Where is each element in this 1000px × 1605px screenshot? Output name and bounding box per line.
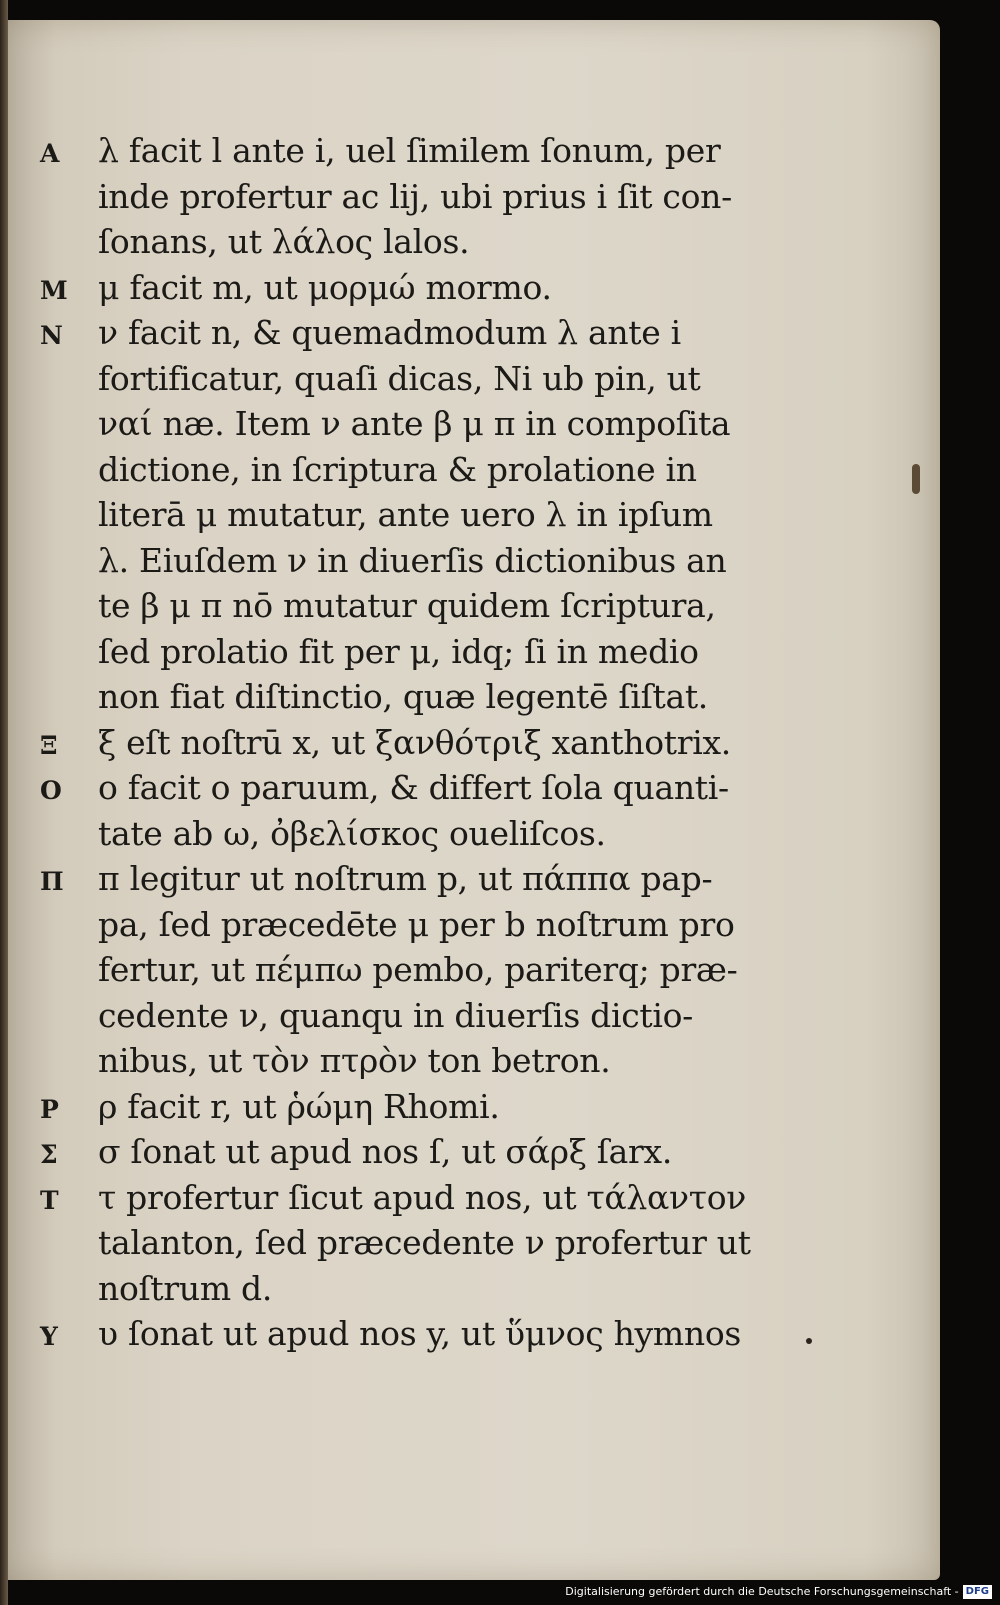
- line-text: μ facit m, ut μορμώ mormo.: [98, 267, 552, 307]
- line-text: nibus, ut τὸν πτρὸν ton betron.: [98, 1041, 611, 1080]
- letter-marker: Υ: [40, 1322, 58, 1351]
- line-text: ο facit o paruum, & differt ſola quanti-: [98, 768, 729, 807]
- entry-first-line: [38, 856, 758, 902]
- entry-line: [38, 492, 758, 538]
- entry: [38, 128, 758, 265]
- entry: [38, 1129, 758, 1175]
- entry: [38, 856, 758, 1084]
- entry: [38, 265, 758, 311]
- line-text: non fiat diſtinctio, quæ legentē ſiſtat.: [98, 677, 708, 716]
- line-text: ſed prolatio fit per μ, idq; ſi in medio: [98, 631, 699, 671]
- entry: [38, 1311, 758, 1357]
- entry-first-line: [38, 1175, 758, 1221]
- letter-marker: Π: [40, 867, 64, 896]
- letter-marker: A: [40, 139, 60, 168]
- entry-first-line: [38, 720, 758, 766]
- digitization-footer: [565, 1583, 992, 1601]
- line-text: talanton, ſed præcedente ν profertur ut: [98, 1223, 751, 1262]
- line-text: ναί næ. Item ν ante β μ π in compoſita: [98, 404, 731, 443]
- line-text: literā μ mutatur, ante uero λ in ipſum: [98, 495, 713, 534]
- entry-line: [38, 902, 758, 948]
- line-text: π legitur ut noſtrum p, ut πάππα pap-: [98, 859, 713, 898]
- entry-first-line: [38, 310, 758, 356]
- entry-line: [38, 674, 758, 720]
- entry-line: [38, 401, 758, 447]
- line-text: ν facit n, & quemadmodum λ ante i: [98, 313, 681, 352]
- entry: [38, 1084, 758, 1130]
- line-text: fertur, ut πέμπω pembo, pariterq; præ-: [98, 950, 738, 989]
- line-text: ſonans, ut λάλος lalos.: [98, 222, 470, 261]
- line-text: λ facit l ante i, uel ſimilem ſonum, per: [98, 131, 721, 170]
- entry-first-line: [38, 265, 758, 311]
- text-block: [38, 128, 758, 1357]
- entry-line: [38, 1038, 758, 1084]
- entry-line: [38, 947, 758, 993]
- line-text: fortificatur, quaſi dicas, Ni ub pin, ut: [98, 358, 701, 398]
- entry: [38, 765, 758, 856]
- line-text: dictione, in ſcriptura & prolatione in: [98, 449, 697, 489]
- line-text: τ profertur ſicut apud nos, ut τάλαντον: [98, 1177, 747, 1217]
- entry: [38, 310, 758, 720]
- letter-marker: N: [40, 321, 63, 350]
- letter-marker: Σ: [40, 1140, 58, 1169]
- entry-first-line: [38, 765, 758, 811]
- line-text: σ ſonat ut apud nos ſ, ut σάρξ ſarx.: [98, 1132, 673, 1171]
- entry-line: [38, 356, 758, 402]
- footer-credit: Digitalisierung gefördert durch die Deutsche Forschungsgemeinschaft -: [565, 1585, 959, 1598]
- page-blemish: [912, 464, 920, 494]
- entry-first-line: [38, 1311, 758, 1357]
- letter-marker: T: [40, 1185, 59, 1215]
- entry-line: [38, 1266, 758, 1312]
- entry-line: [38, 447, 758, 493]
- entry-first-line: [38, 128, 758, 174]
- entry-first-line: [38, 1084, 758, 1130]
- line-text: noſtrum d.: [98, 1268, 273, 1308]
- line-text: pa, ſed præcedēte μ per b noſtrum pro: [98, 904, 735, 944]
- book-page: [0, 20, 940, 1580]
- letter-marker: P: [40, 1094, 59, 1124]
- entry-line: [38, 219, 758, 265]
- line-text: λ. Eiuſdem ν in diuerſis dictionibus an: [98, 540, 727, 580]
- line-text: cedente ν, quanqu in diuerſis dictio-: [98, 995, 694, 1035]
- letter-marker: Ξ: [40, 730, 58, 760]
- line-text: inde profertur ac lij, ubi prius i ſit con-: [98, 176, 732, 216]
- entry-line: [38, 993, 758, 1039]
- entry-line: [38, 583, 758, 629]
- entry-line: [38, 174, 758, 220]
- line-text: ρ facit r, ut ῥώμη Rhomi.: [98, 1086, 500, 1126]
- ink-speck: [806, 1338, 812, 1344]
- binding-edge: [0, 0, 8, 1605]
- entry-line: [38, 538, 758, 584]
- entry: [38, 1175, 758, 1312]
- entry-first-line: [38, 1129, 758, 1175]
- letter-marker: O: [40, 776, 62, 805]
- dfg-logo: DFG: [963, 1585, 992, 1599]
- entry-line: [38, 1220, 758, 1266]
- line-text: ξ eſt noſtrū x, ut ξανθότριξ xanthotrix.: [98, 722, 731, 762]
- entry-line: [38, 629, 758, 675]
- entry-line: [38, 811, 758, 857]
- line-text: tate ab ω, ὀβελίσκος oueliſcos.: [98, 813, 606, 853]
- entry: [38, 720, 758, 766]
- line-text: υ ſonat ut apud nos y, ut ὕμνος hymnos: [98, 1314, 742, 1353]
- letter-marker: M: [40, 275, 68, 305]
- line-text: te β μ π nō mutatur quidem ſcriptura,: [98, 586, 716, 625]
